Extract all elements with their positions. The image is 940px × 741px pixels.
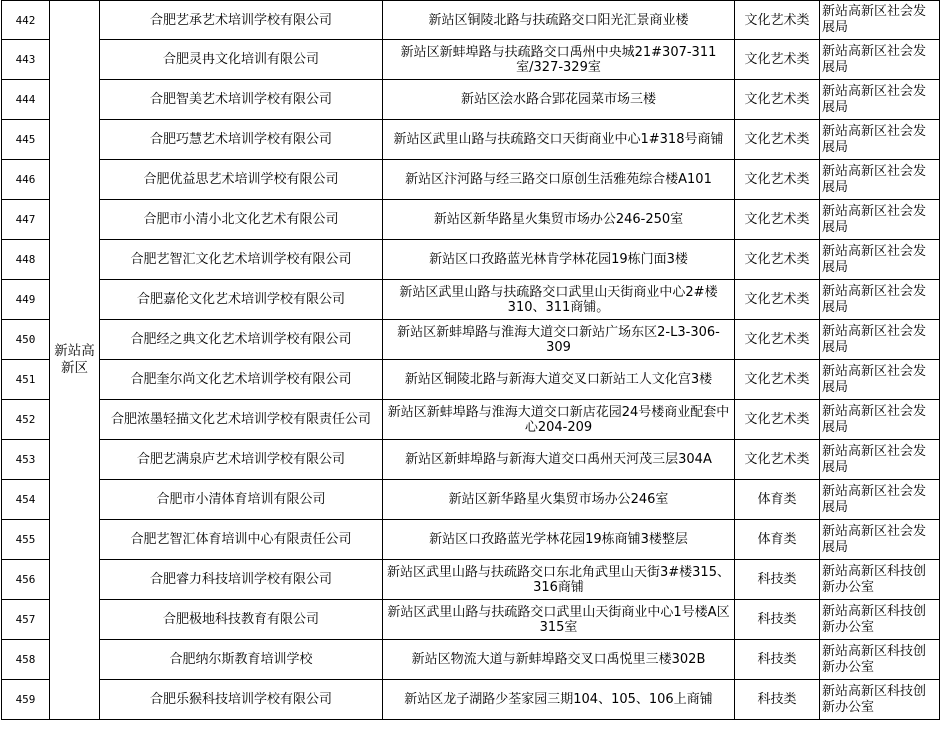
training-category: 文化艺术类: [735, 80, 820, 120]
institution-name: 合肥睿力科技培训学校有限公司: [100, 560, 383, 600]
supervising-department: 新站高新区社会发展局: [820, 320, 940, 360]
supervising-department: 新站高新区社会发展局: [820, 520, 940, 560]
supervising-department: 新站高新区科技创新办公室: [820, 560, 940, 600]
supervising-department: 新站高新区社会发展局: [820, 240, 940, 280]
institution-name: 合肥市小清体育培训有限公司: [100, 480, 383, 520]
supervising-department: 新站高新区社会发展局: [820, 40, 940, 80]
table-row: [2, 40, 940, 80]
institution-name: 合肥优益思艺术培训学校有限公司: [100, 160, 383, 200]
row-number: 450: [2, 320, 50, 360]
institution-name: 合肥艺智汇文化艺术培训学校有限公司: [100, 240, 383, 280]
training-category: 体育类: [735, 480, 820, 520]
institution-address: 新站区物流大道与新蚌埠路交叉口禹悦里三楼302B: [383, 640, 735, 680]
institution-address: 新站区新华路星火集贸市场办公246室: [383, 480, 735, 520]
table-row: [2, 440, 940, 480]
table-row: [2, 600, 940, 640]
table-row: [2, 520, 940, 560]
supervising-department: 新站高新区社会发展局: [820, 80, 940, 120]
row-number: 455: [2, 520, 50, 560]
institution-name: 合肥灵冉文化培训有限公司: [100, 40, 383, 80]
institution-name: 合肥纳尔斯教育培训学校: [100, 640, 383, 680]
institution-name: 合肥奎尔尚文化艺术培训学校有限公司: [100, 360, 383, 400]
institution-name: 合肥巧慧艺术培训学校有限公司: [100, 120, 383, 160]
supervising-department: 新站高新区社会发展局: [820, 200, 940, 240]
institution-address: 新站区龙子湖路少荃家园三期104、105、106上商铺: [383, 680, 735, 720]
institution-address: 新站区新蚌埠路与扶疏路交口禹州中央城21#307-311室/327-329室: [383, 40, 735, 80]
institution-name: 合肥极地科技教育有限公司: [100, 600, 383, 640]
table-row: [2, 120, 940, 160]
institution-name: 合肥经之典文化艺术培训学校有限公司: [100, 320, 383, 360]
institution-name: 合肥嘉伦文化艺术培训学校有限公司: [100, 280, 383, 320]
district-cell: 新站高新区: [50, 1, 100, 720]
institution-address: 新站区铜陵北路与扶疏路交口阳光汇景商业楼: [383, 1, 735, 40]
training-category: 文化艺术类: [735, 120, 820, 160]
training-category: 文化艺术类: [735, 320, 820, 360]
supervising-department: 新站高新区社会发展局: [820, 120, 940, 160]
institution-address: 新站区武里山路与扶疏路交口东北角武里山天街3#楼315、316商铺: [383, 560, 735, 600]
training-category: 文化艺术类: [735, 440, 820, 480]
training-category: 科技类: [735, 600, 820, 640]
table-row: [2, 160, 940, 200]
row-number: 449: [2, 280, 50, 320]
institution-address: 新站区新蚌埠路与淮海大道交口新店花园24号楼商业配套中心204-209: [383, 400, 735, 440]
row-number: 443: [2, 40, 50, 80]
training-category: 文化艺术类: [735, 240, 820, 280]
training-category: 文化艺术类: [735, 160, 820, 200]
table-body: [2, 1, 940, 720]
institution-address: 新站区口孜路蓝光林肯学林花园19栋门面3楼: [383, 240, 735, 280]
table-row: [2, 240, 940, 280]
supervising-department: 新站高新区社会发展局: [820, 280, 940, 320]
institution-address: 新站区口孜路蓝光学林花园19栋商铺3楼整层: [383, 520, 735, 560]
table-row: [2, 400, 940, 440]
institution-table: [1, 0, 940, 720]
row-number: 458: [2, 640, 50, 680]
training-category: 科技类: [735, 560, 820, 600]
supervising-department: 新站高新区社会发展局: [820, 440, 940, 480]
table-row: [2, 80, 940, 120]
row-number: 454: [2, 480, 50, 520]
row-number: 446: [2, 160, 50, 200]
row-number: 457: [2, 600, 50, 640]
table-row: [2, 560, 940, 600]
row-number: 445: [2, 120, 50, 160]
institution-name: 合肥市小清小北文化艺术有限公司: [100, 200, 383, 240]
table-row: [2, 280, 940, 320]
training-category: 文化艺术类: [735, 360, 820, 400]
institution-name: 合肥乐猴科技培训学校有限公司: [100, 680, 383, 720]
institution-address: 新站区汴河路与经三路交口原创生活雅苑综合楼A101: [383, 160, 735, 200]
institution-address: 新站区武里山路与扶疏路交口天街商业中心1#318号商铺: [383, 120, 735, 160]
supervising-department: 新站高新区科技创新办公室: [820, 680, 940, 720]
supervising-department: 新站高新区社会发展局: [820, 400, 940, 440]
institution-name: 合肥艺智汇体育培训中心有限责任公司: [100, 520, 383, 560]
institution-address: 新站区武里山路与扶疏路交口武里山天街商业中心1号楼A区315室: [383, 600, 735, 640]
row-number: 448: [2, 240, 50, 280]
table-row: [2, 640, 940, 680]
institution-address: 新站区铜陵北路与新海大道交叉口新站工人文化宫3楼: [383, 360, 735, 400]
training-category: 科技类: [735, 680, 820, 720]
row-number: 453: [2, 440, 50, 480]
supervising-department: 新站高新区社会发展局: [820, 1, 940, 40]
table-row: [2, 320, 940, 360]
training-category: 文化艺术类: [735, 1, 820, 40]
institution-name: 合肥浓墨轻描文化艺术培训学校有限责任公司: [100, 400, 383, 440]
institution-address: 新站区新华路星火集贸市场办公246-250室: [383, 200, 735, 240]
table-row: [2, 1, 940, 40]
institution-name: 合肥艺承艺术培训学校有限公司: [100, 1, 383, 40]
row-number: 451: [2, 360, 50, 400]
supervising-department: 新站高新区社会发展局: [820, 480, 940, 520]
institution-address: 新站区新蚌埠路与新海大道交口禹州天河茂三层304A: [383, 440, 735, 480]
row-number: 442: [2, 1, 50, 40]
table-row: [2, 680, 940, 720]
institution-address: 新站区新蚌埠路与淮海大道交口新站广场东区2-L3-306-309: [383, 320, 735, 360]
training-category: 文化艺术类: [735, 200, 820, 240]
institution-address: 新站区武里山路与扶疏路交口武里山天街商业中心2#楼310、311商铺。: [383, 280, 735, 320]
institution-name: 合肥智美艺术培训学校有限公司: [100, 80, 383, 120]
institution-name: 合肥艺满泉庐艺术培训学校有限公司: [100, 440, 383, 480]
row-number: 456: [2, 560, 50, 600]
supervising-department: 新站高新区科技创新办公室: [820, 640, 940, 680]
table-row: [2, 360, 940, 400]
supervising-department: 新站高新区科技创新办公室: [820, 600, 940, 640]
row-number: 459: [2, 680, 50, 720]
training-category: 文化艺术类: [735, 280, 820, 320]
supervising-department: 新站高新区社会发展局: [820, 160, 940, 200]
row-number: 444: [2, 80, 50, 120]
training-category: 文化艺术类: [735, 400, 820, 440]
training-category: 文化艺术类: [735, 40, 820, 80]
row-number: 452: [2, 400, 50, 440]
table-row: [2, 200, 940, 240]
table-row: [2, 480, 940, 520]
supervising-department: 新站高新区社会发展局: [820, 360, 940, 400]
training-category: 科技类: [735, 640, 820, 680]
institution-address: 新站区浍水路合郢花园菜市场三楼: [383, 80, 735, 120]
training-category: 体育类: [735, 520, 820, 560]
row-number: 447: [2, 200, 50, 240]
